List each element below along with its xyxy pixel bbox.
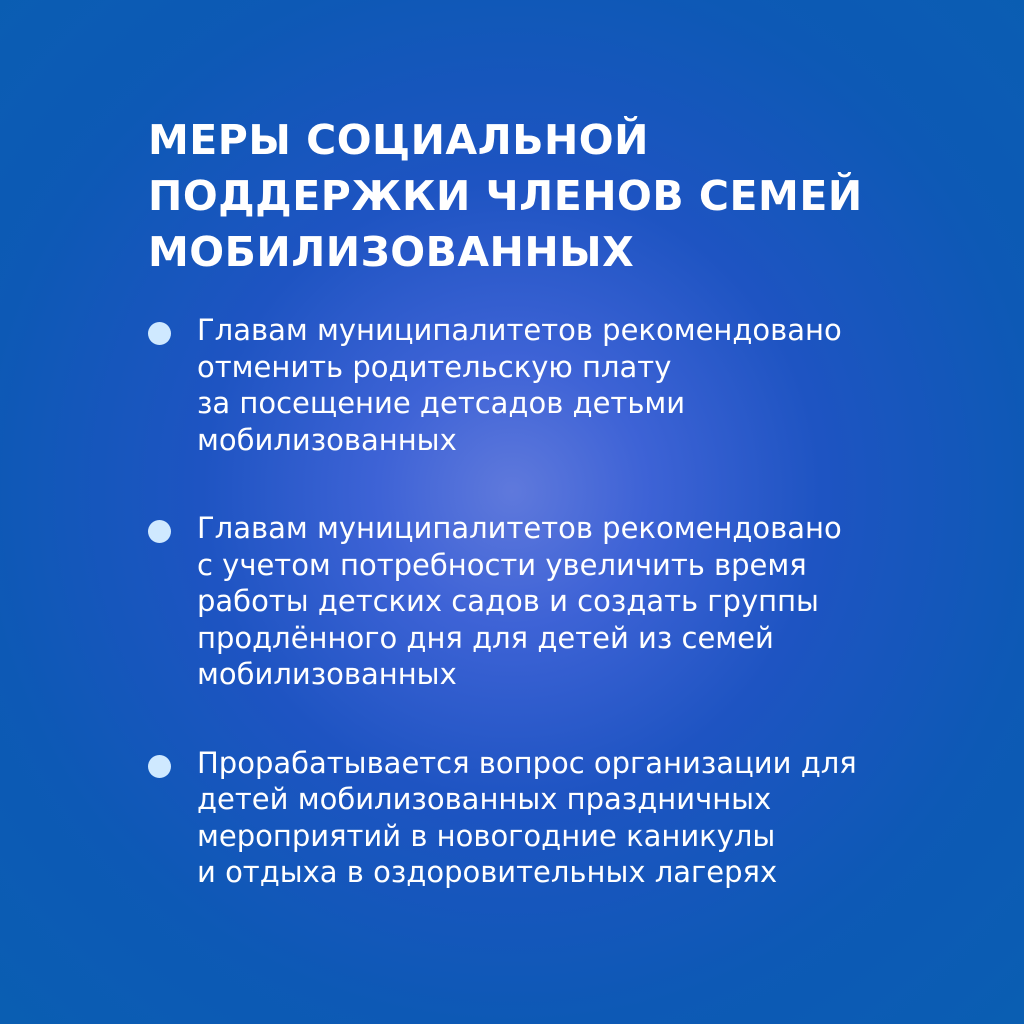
item-3-line-3: мероприятий в новогодние каникулы	[197, 818, 776, 853]
item-2-line-4: продлённого дня для детей из семей	[197, 620, 774, 655]
support-measure-item-1	[148, 312, 968, 458]
item-3-line-2: детей мобилизованных праздничных	[197, 782, 772, 816]
bullet-dot-icon	[148, 322, 171, 345]
item-2-line-2: с учетом потребности увеличить время	[197, 547, 807, 582]
item-3-line-1: Прорабатывается вопрос организации для	[197, 745, 857, 780]
bullet-dot-icon	[148, 520, 171, 543]
item-1-line-4: мобилизованных	[197, 422, 457, 457]
item-2-line-3: работы детских садов и создать группы	[197, 584, 819, 618]
item-1-line-1: Главам муниципалитетов рекомендовано	[197, 313, 842, 347]
bullet-dot-icon	[148, 755, 171, 778]
title-line-1: МЕРЫ СОЦИАЛЬНОЙ	[148, 116, 649, 164]
item-2-line-5: мобилизованных	[197, 657, 457, 691]
title-line-3: МОБИЛИЗОВАННЫХ	[148, 228, 635, 276]
item-1-line-2: отменить родительскую плату	[197, 349, 672, 384]
item-2-line-1: Главам муниципалитетов рекомендовано	[197, 511, 842, 545]
item-3-line-4: и отдыха в оздоровительных лагерях	[197, 855, 778, 889]
item-1-line-3: за посещение детсадов детьми	[197, 386, 686, 420]
page-title	[148, 112, 968, 280]
support-measure-item-2	[148, 510, 968, 693]
title-line-2: ПОДДЕРЖКИ ЧЛЕНОВ СЕМЕЙ	[148, 172, 863, 220]
support-measure-item-3	[148, 745, 968, 891]
support-measures-list	[148, 312, 968, 891]
